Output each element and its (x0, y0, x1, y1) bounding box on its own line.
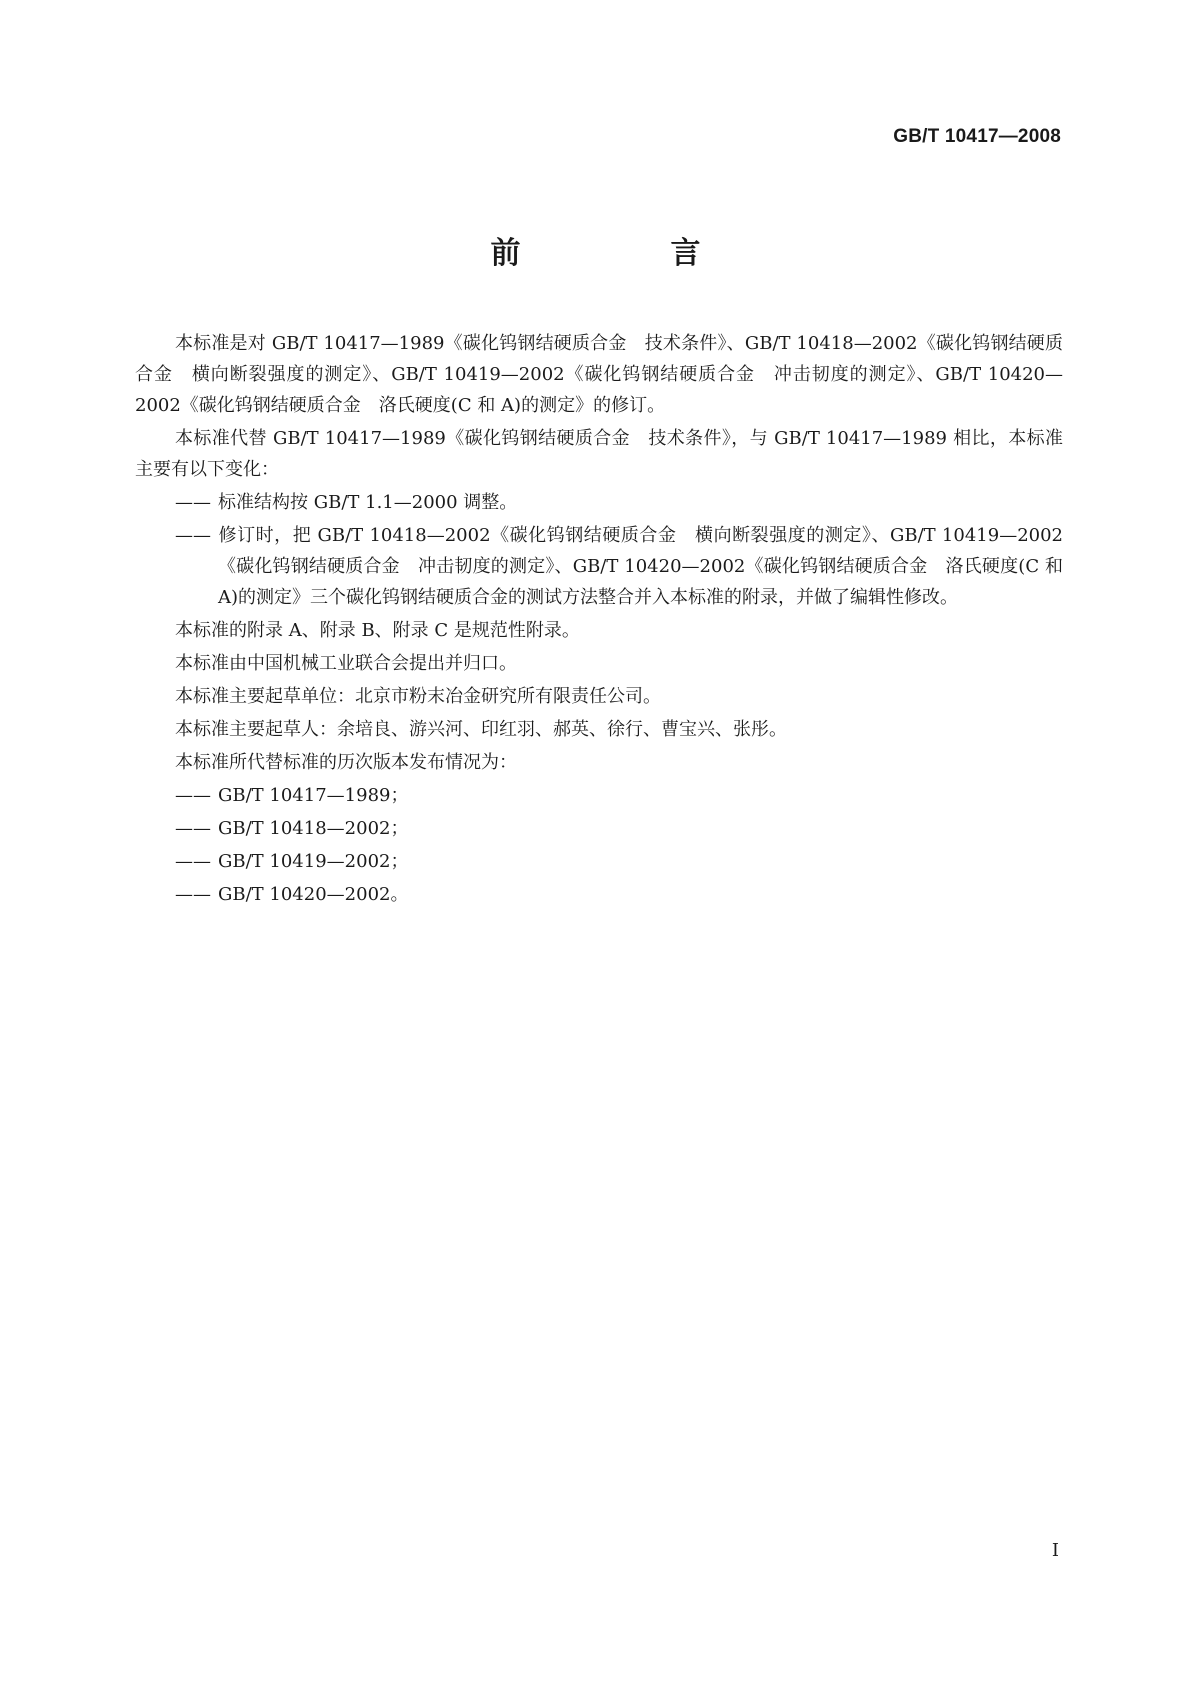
change-text: 标准结构按 GB/T 1.1—2000 调整。 (218, 492, 518, 513)
dash-marker: —— (175, 492, 211, 513)
statement-drafting-unit: 本标准主要起草单位：北京市粉末冶金研究所有限责任公司。 (175, 686, 661, 707)
foreword-body (135, 328, 1063, 912)
dash-marker: —— (175, 818, 211, 839)
dash-marker: —— (175, 525, 211, 546)
statement-edition-history: 本标准所代替标准的历次版本发布情况为： (175, 752, 517, 773)
standard-code-header: GB/T 10417—2008 (893, 126, 1061, 147)
change-text: 修订时，把 GB/T 10418—2002《碳化钨钢结硬质合金 横向断裂强度的测定》、GB/T 10419—2002《碳化钨钢结硬质合金 冲击韧度的测定》、GB/T 10420—2002《碳化钨钢结硬质合金 洛氏硬度(C 和 A)的测定》三个碳化钨钢结硬质合金的测试方法整合并入本标准的附录，并做了编辑性修改。 (218, 525, 1063, 608)
dash-marker: —— (175, 884, 211, 905)
page-title: 前 言 (490, 236, 761, 271)
list-item-change (175, 487, 1063, 518)
edition-text: GB/T 10420—2002。 (218, 884, 409, 905)
list-item-change (175, 520, 1063, 613)
list-item-edition (175, 780, 1063, 811)
dash-marker: —— (175, 851, 211, 872)
page-number: I (1051, 1540, 1059, 1561)
dash-marker: —— (175, 785, 211, 806)
paragraph-revision-basis: 本标准是对 GB/T 10417—1989《碳化钨钢结硬质合金 技术条件》、GB/T 10418—2002《碳化钨钢结硬质合金 横向断裂强度的测定》、GB/T 10419—2002《碳化钨钢结硬质合金 冲击韧度的测定》、GB/T 10420—2002《碳化钨钢结硬质合金 洛氏硬度(C 和 A)的测定》的修订。 (135, 333, 1063, 416)
edition-text: GB/T 10418—2002； (218, 818, 409, 839)
statement-proposer: 本标准由中国机械工业联合会提出并归口。 (175, 653, 517, 674)
paragraph-replacement: 本标准代替 GB/T 10417—1989《碳化钨钢结硬质合金 技术条件》，与 GB/T 10417—1989 相比，本标准主要有以下变化： (135, 428, 1063, 480)
edition-text: GB/T 10417—1989； (218, 785, 409, 806)
edition-text: GB/T 10419—2002； (218, 851, 409, 872)
statement-drafters: 本标准主要起草人：余培良、游兴河、印红羽、郝英、徐行、曹宝兴、张彤。 (175, 719, 787, 740)
list-item-edition (175, 879, 1063, 910)
list-item-edition (175, 846, 1063, 877)
statement-appendix: 本标准的附录 A、附录 B、附录 C 是规范性附录。 (175, 620, 580, 641)
list-item-edition (175, 813, 1063, 844)
